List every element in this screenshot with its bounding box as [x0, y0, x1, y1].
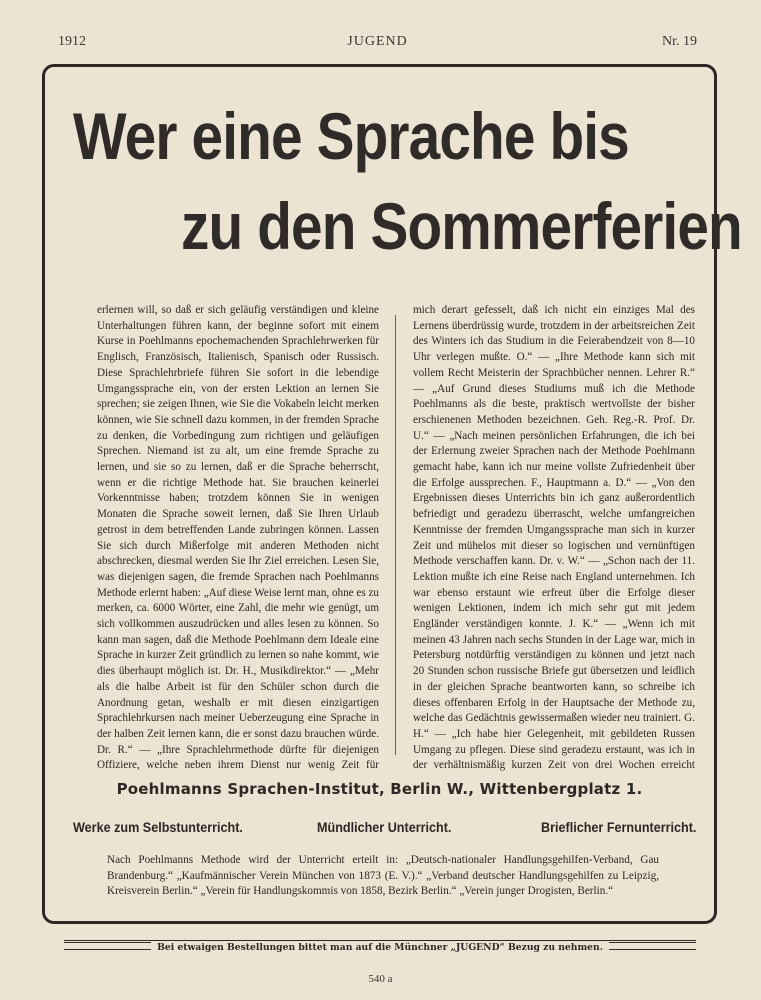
- ad-body-right-column: mich derart gefesselt, daß ich nicht ein einziges Mal des Lernens überdrüssig wurde, trotzdem in der arbeitsreichen Zeit des Winters ich das Studium in die Feierabendzeit von 8—10 Uhr verlegen mußte. O.“ — „Ihre Methode kann sich mit vollem Recht Meisterin der Sprachbücher nennen. Lehrer R.“ — „Auf Grund dieses Studiums muß ich die Methode Poehlmanns als die beste, praktisch wertvollste der bisher erschienenen Methoden bezeichnen. Geh. Reg.-R. Prof. Dr. U.“ — „Nach meinen persönlichen Erfahrungen, die ich bei der Erlernung zweier Sprachen nach der Methode Poehlmann gemacht habe, kann ich nur meine vollste Zufriedenheit über die Erfolge aussprechen. F., Hauptmann a. D.“ — „Von den Ergebnissen dieses Unterrichts bin ich ganz außerordentlich befriedigt und geradezu überrascht, welche umfangreichen Kenntnisse der fremden Umgangssprache man sich in kurzer Zeit und mühelos mit dieser so logischen und vernünftigen Methode verschaffen kann. Dr. v. W.“ — „Schon nach der 11. Lektion mußte ich eine Reise nach England unternehmen. Ich war ebenso erstaunt wie erfreut über die Erfolge dieser wenigen Lektionen, indem ich mich sehr gut mit jedem Engländer verständigen konnte. J. K.“ — „Wenn ich mit meinen 43 Jahren nach sechs Stunden in der Lage war, mich in Petersburg notdürftig verständigen zu können und jetzt nach 20 Stunden schon russische Briefe gut übersetzen und leidlich in der gleichen Sprache beantworten kann, so schreibe ich dieses offenbaren Erfolg in der Hauptsache der Methode zu, welche das Gedächtnis gewissermaßen wieder neu trainiert. G. H.“ — „Ich habe hier Gelegenheit, mit gebildeten Russen Umgang zu pflegen. Diese sind geradezu erstaunt, was ich in der verhältnismäßig kurzen Zeit von drei Wochen erreicht: [413, 304, 695, 772]
- associations-text: Nach Poehlmanns Methode wird der Unterricht erteilt in: „Deutsch-nationaler Handlungsgehilfen-Verband, Gau Brandenburg.“ „Kaufmännischer Verein München von 1873 (E. V.).“ „Verband deutscher Handlungsgehilfen zu Leipzig, Kreisverein Berlin.“ „Verein für Handlungskommis von 1858, Bezirk Berlin.“ „Verein junger Drogisten, Berlin.“: [107, 854, 659, 897]
- footer-note: [64, 942, 696, 953]
- teaching-mode-self-study: Werke zum Selbstunterricht.: [73, 819, 243, 835]
- teaching-mode-oral: Mündlicher Unterricht.: [317, 819, 452, 835]
- teaching-modes: [73, 819, 697, 839]
- year: 1912: [58, 34, 86, 49]
- advertisement-box: [42, 64, 742, 924]
- ad-body-left-column: erlernen will, so daß er sich geläufig verständigen und kleine Unterhaltungen führen kann, der beginne sofort mit einem Kurse in Poehlmanns epochemachenden Sprachlehrwerken für Englisch, Französisch, Italienisch, Spanisch oder Russisch. Diese Sprachlehrbriefe führen Sie sofort in die lebendige Umgangssprache ein, von der ersten Lektion an lernen Sie sprechen; sie zeigen Ihnen, wie Sie die Vokabeln leicht merken können, wie Sie schnell dazu kommen, in der fremden Sprache zu denken, die Vorbedingung zum richtigen und geläufigen Sprechen. Niemand ist zu alt, um eine fremde Sprache zu lernen, und sie so zu lernen, daß er die Sprache beherrscht, wenn er die richtige Methode hat. Sie brauchen keinerlei Vorkenntnisse haben; trotzdem können Sie in wenigen Monaten die Sprache soweit lernen, daß Sie Ihren Urlaub getrost in dem betreffenden Lande zubringen können. Lassen Sie sich durch Mißerfolge mit anderen Methoden nicht abschrecken, diesmal werden Sie Ihr Ziel erreichen. Lesen Sie, was diejenigen sagen, die fremde Sprachen nach Poehlmanns Methode erlernt haben: „Auf diese Weise lernt man, ohne es zu merken, ca. 6000 Wörter, eine Zahl, die mehr wie genügt, um sich vollkommen auszudrücken und alles lesen zu können. So kann man sagen, daß die Methode Poehlmann dem Ideale eine Sprache in kurzer Zeit gründlich zu lernen so nahe kommt, wie dies überhaupt möglich ist. Dr. H., Musikdirektor.“ — „Mehr als die halbe Arbeit ist für den Schüler schon durch die Anordnung getan, weshalb er mit diesen einzigartigen Sprachlehrkursen nach meiner Ueberzeugung eine Sprache in der halben Zeit lernen kann, die er sonst dazu brauchen würde. Dr. R.“ — „Ihre Sprachlehrmethode dürfte für diejenigen Offiziere, welche neben ihrem Dienst nur wenig Zeit für: [97, 304, 379, 772]
- footer-note-text: Bei etwaigen Bestellungen bittet man auf die Münchner „JUGEND“ Bezug zu nehmen.: [151, 942, 609, 953]
- institute-name: Poehlmanns Sprachen-Institut, Berlin W., Wittenbergplatz 1.: [116, 780, 643, 798]
- running-head: [58, 34, 697, 52]
- headline-line-1: Wer eine Sprache bis: [73, 99, 629, 173]
- column-rule: [395, 315, 396, 755]
- magazine-title: JUGEND: [347, 34, 408, 49]
- page-folio: 540 a: [368, 973, 393, 985]
- issue-number: Nr. 19: [662, 34, 697, 49]
- ad-body: [97, 303, 695, 773]
- teaching-mode-correspondence: Brieflicher Fernunterricht.: [541, 819, 697, 835]
- headline-line-2: zu den Sommerferien: [181, 189, 742, 263]
